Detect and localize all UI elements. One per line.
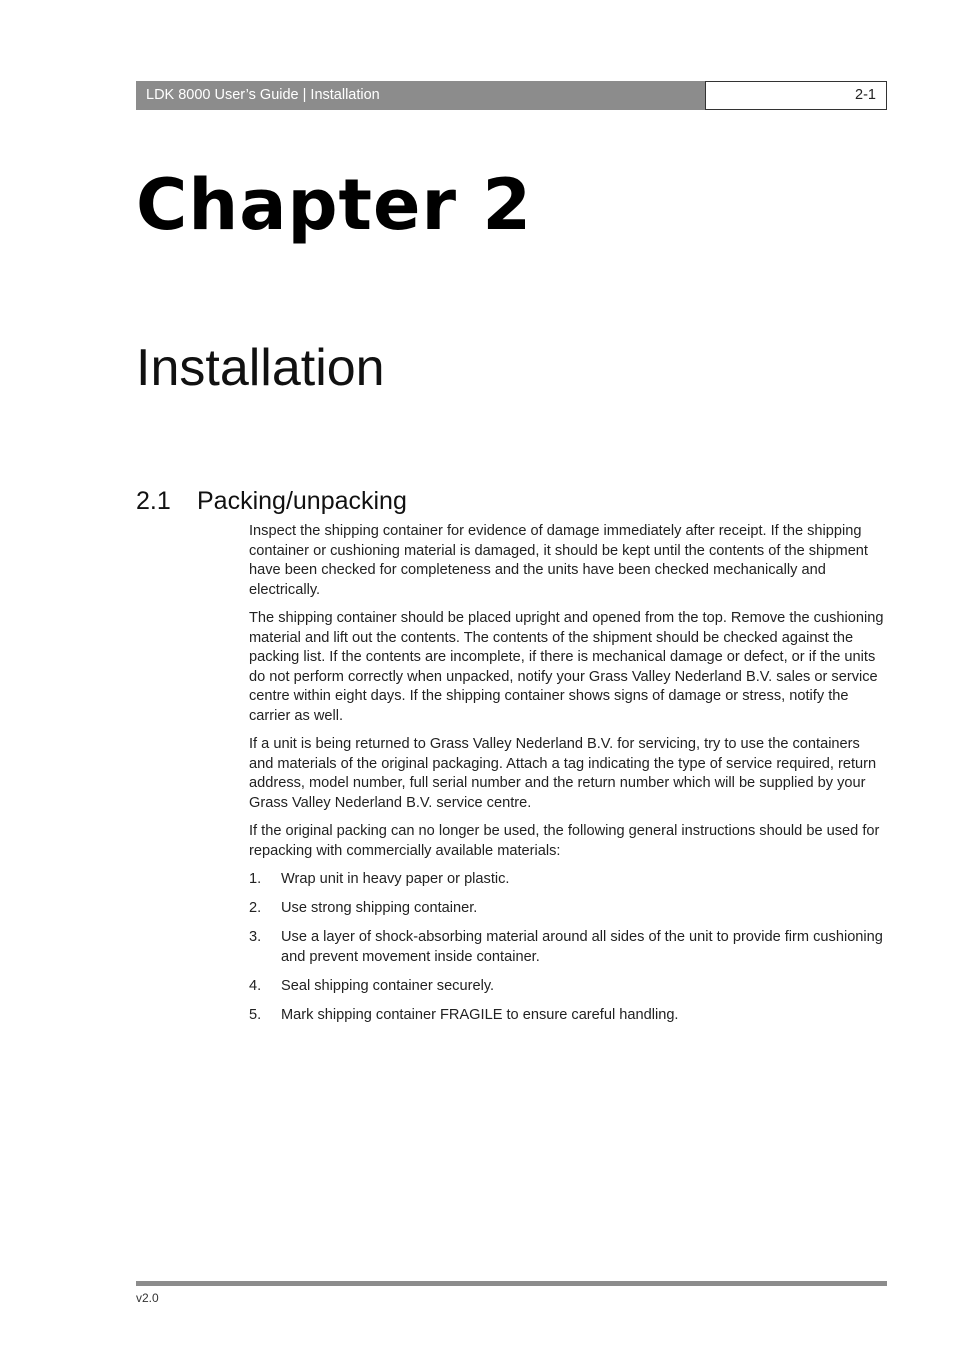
step-number: 2. (249, 900, 262, 916)
footer-divider (136, 1281, 887, 1286)
paragraph: If the original packing can no longer be used, the following general instructions should be used for repacking with commercially available materials: (249, 823, 880, 859)
section-number: 2.1 (136, 487, 171, 515)
header-page-number: 2-1 (705, 81, 887, 110)
section-title: Packing/unpacking (197, 487, 407, 515)
step-text: Seal shipping container securely. (281, 977, 495, 994)
list-item (249, 977, 885, 997)
list-item (249, 1006, 885, 1026)
step-number: 4. (249, 977, 262, 994)
list-item (249, 899, 885, 919)
step-number: 3. (249, 929, 262, 945)
step-number: 5. (249, 1006, 262, 1023)
step-text: Use strong shipping container. (281, 900, 478, 916)
repacking-steps-list (249, 870, 885, 1025)
section-heading (136, 484, 407, 518)
page-header (136, 81, 887, 110)
paragraph: If a unit is being returned to Grass Valley Nederland B.V. for servicing, try to use the containers and materials of the original packaging. Attach a tag indicating the type of service required, return address, model number, full serial number and the return number which will be supplied by your Grass Valley Nederland B.V. service centre. (249, 736, 877, 811)
list-item (249, 928, 885, 967)
header-document-title: LDK 8000 User’s Guide | Installation (136, 81, 705, 110)
step-text: Wrap unit in heavy paper or plastic. (281, 871, 510, 887)
chapter-label: Chapter 2 (136, 164, 533, 246)
paragraph: The shipping container should be placed upright and opened from the top. Remove the cushioning material and lift out the contents. The contents of the shipment should be checked against the packing list. If the contents are incomplete, if there is mechanical damage or defect, or if the units do not perform correctly when unpacked, notify your Grass Valley Nederland B.V. sales or service centre within eight days. If the shipping container shows signs of damage or stress, notify the carrier as well. (249, 610, 884, 724)
step-text: Mark shipping container FRAGILE to ensure careful handling. (281, 1006, 679, 1023)
section-body (249, 522, 885, 1035)
paragraph: Inspect the shipping container for evidence of damage immediately after receipt. If the shipping container or cushioning material is damaged, it should be kept until the contents of the shipment have been checked for completeness and the units have been checked mechanically and electrically. (249, 523, 868, 598)
step-number: 1. (249, 871, 262, 887)
chapter-title: Installation (136, 339, 385, 397)
list-item (249, 870, 885, 890)
footer-version: v2.0 (136, 1291, 159, 1305)
step-text: Use a layer of shock-absorbing material around all sides of the unit to provide firm cushioning and prevent movement inside container. (281, 929, 883, 965)
